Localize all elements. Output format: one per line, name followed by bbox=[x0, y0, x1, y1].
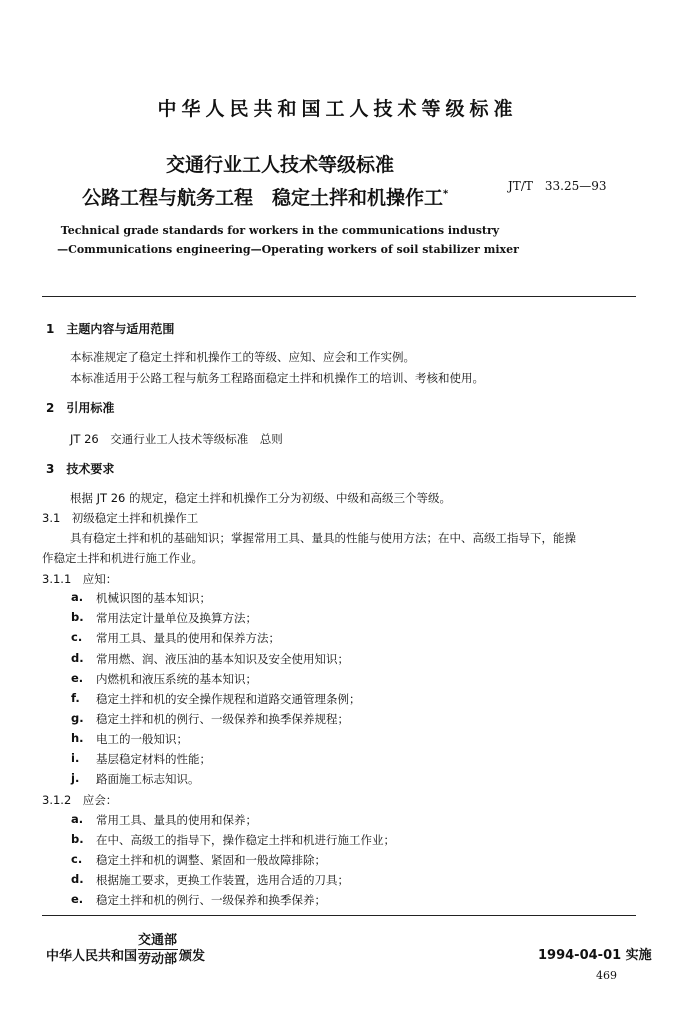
footer-divider bbox=[42, 915, 636, 916]
issuer-prefix: 中华人民共和国 bbox=[46, 949, 138, 964]
section-2-title: 2 引用标准 bbox=[46, 401, 115, 415]
section-2-reference: JT 26 交通行业工人技术等级标准 总则 bbox=[70, 432, 283, 446]
english-title-line1: Technical grade standards for workers in the communications industry bbox=[60, 224, 500, 237]
can-item-label: a. bbox=[71, 812, 84, 826]
know-item-label: d. bbox=[71, 651, 84, 665]
know-item-label: f. bbox=[71, 691, 80, 705]
section-3-1-paragraph-line2: 作稳定土拌和机进行施工作业。 bbox=[42, 551, 203, 565]
english-title-line2: —Communications engineering—Operating workers of soil stabilizer mixer bbox=[57, 243, 519, 256]
section-3-1-paragraph-line1: 具有稳定土拌和机的基础知识；掌握常用工具、量具的性能与使用方法；在中、高级工指导下，能操 bbox=[70, 531, 576, 545]
can-item-label: b. bbox=[71, 832, 84, 846]
section-3-title: 3 技术要求 bbox=[46, 462, 115, 476]
know-item-text: 常用工具、量具的使用和保养方法； bbox=[96, 631, 280, 645]
know-item-label: g. bbox=[71, 711, 84, 725]
section-3-1-2-title: 3.1.2 应会： bbox=[42, 793, 118, 807]
know-item-label: c. bbox=[71, 630, 83, 644]
know-item-text: 常用法定计量单位及换算方法； bbox=[96, 611, 257, 625]
know-item-text: 路面施工标志知识。 bbox=[96, 772, 200, 786]
know-item-label: a. bbox=[71, 590, 84, 604]
issuer-suffix: 颁发 bbox=[179, 949, 206, 964]
standard-title-line1: 交通行业工人技术等级标准 bbox=[165, 154, 394, 176]
issuer-ministry-divider bbox=[138, 949, 178, 950]
national-standard-heading: 中华人民共和国工人技术等级标准 bbox=[157, 98, 518, 120]
know-item-label: j. bbox=[71, 771, 80, 785]
know-item-text: 稳定土拌和机的例行、一级保养和换季保养规程； bbox=[96, 712, 349, 726]
know-item-label: i. bbox=[71, 751, 80, 765]
standard-code: JT/T 33.25—93 bbox=[508, 179, 607, 193]
section-1-paragraph-2: 本标准适用于公路工程与航务工程路面稳定土拌和机操作工的培训、考核和使用。 bbox=[70, 371, 484, 385]
issuer-ministry-bottom: 劳动部 bbox=[138, 952, 178, 967]
issuer-ministry-top: 交通部 bbox=[138, 933, 178, 948]
know-item-text: 稳定土拌和机的安全操作规程和道路交通管理条例； bbox=[96, 692, 361, 706]
know-item-text: 内燃机和液压系统的基本知识； bbox=[96, 672, 257, 686]
title-line2-text: 公路工程与航务工程 稳定土拌和机操作工 bbox=[82, 187, 444, 209]
know-item-label: b. bbox=[71, 610, 84, 624]
section-1-title: 1 主题内容与适用范围 bbox=[46, 322, 175, 336]
can-item-text: 根据施工要求，更换工作装置，选用合适的刀具； bbox=[96, 873, 349, 887]
section-3-1-title: 3.1 初级稳定土拌和机操作工 bbox=[42, 511, 199, 525]
title-footnote-mark: * bbox=[443, 188, 449, 200]
know-item-label: e. bbox=[71, 671, 84, 685]
effective-date: 1994-04-01 实施 bbox=[538, 948, 652, 963]
know-item-label: h. bbox=[71, 731, 84, 745]
can-item-text: 稳定土拌和机的例行、一级保养和换季保养； bbox=[96, 893, 326, 907]
can-item-text: 在中、高级工的指导下，操作稳定土拌和机进行施工作业； bbox=[96, 833, 395, 847]
section-3-1-1-title: 3.1.1 应知： bbox=[42, 572, 118, 586]
can-item-label: d. bbox=[71, 872, 84, 886]
can-item-text: 常用工具、量具的使用和保养； bbox=[96, 813, 257, 827]
section-3-paragraph: 根据 JT 26 的规定，稳定土拌和机操作工分为初级、中级和高级三个等级。 bbox=[70, 491, 452, 505]
know-item-text: 基层稳定材料的性能； bbox=[96, 752, 211, 766]
can-item-label: c. bbox=[71, 852, 83, 866]
section-1-paragraph-1: 本标准规定了稳定土拌和机操作工的等级、应知、应会和工作实例。 bbox=[70, 350, 415, 364]
can-item-label: e. bbox=[71, 892, 84, 906]
page-number: 469 bbox=[596, 969, 617, 982]
know-item-text: 机械识图的基本知识； bbox=[96, 591, 211, 605]
header-divider bbox=[42, 296, 636, 297]
can-item-text: 稳定土拌和机的调整、紧固和一般故障排除； bbox=[96, 853, 326, 867]
know-item-text: 常用燃、润、液压油的基本知识及安全使用知识； bbox=[96, 652, 349, 666]
know-item-text: 电工的一般知识； bbox=[96, 732, 188, 746]
standard-title-line2 bbox=[82, 183, 448, 210]
